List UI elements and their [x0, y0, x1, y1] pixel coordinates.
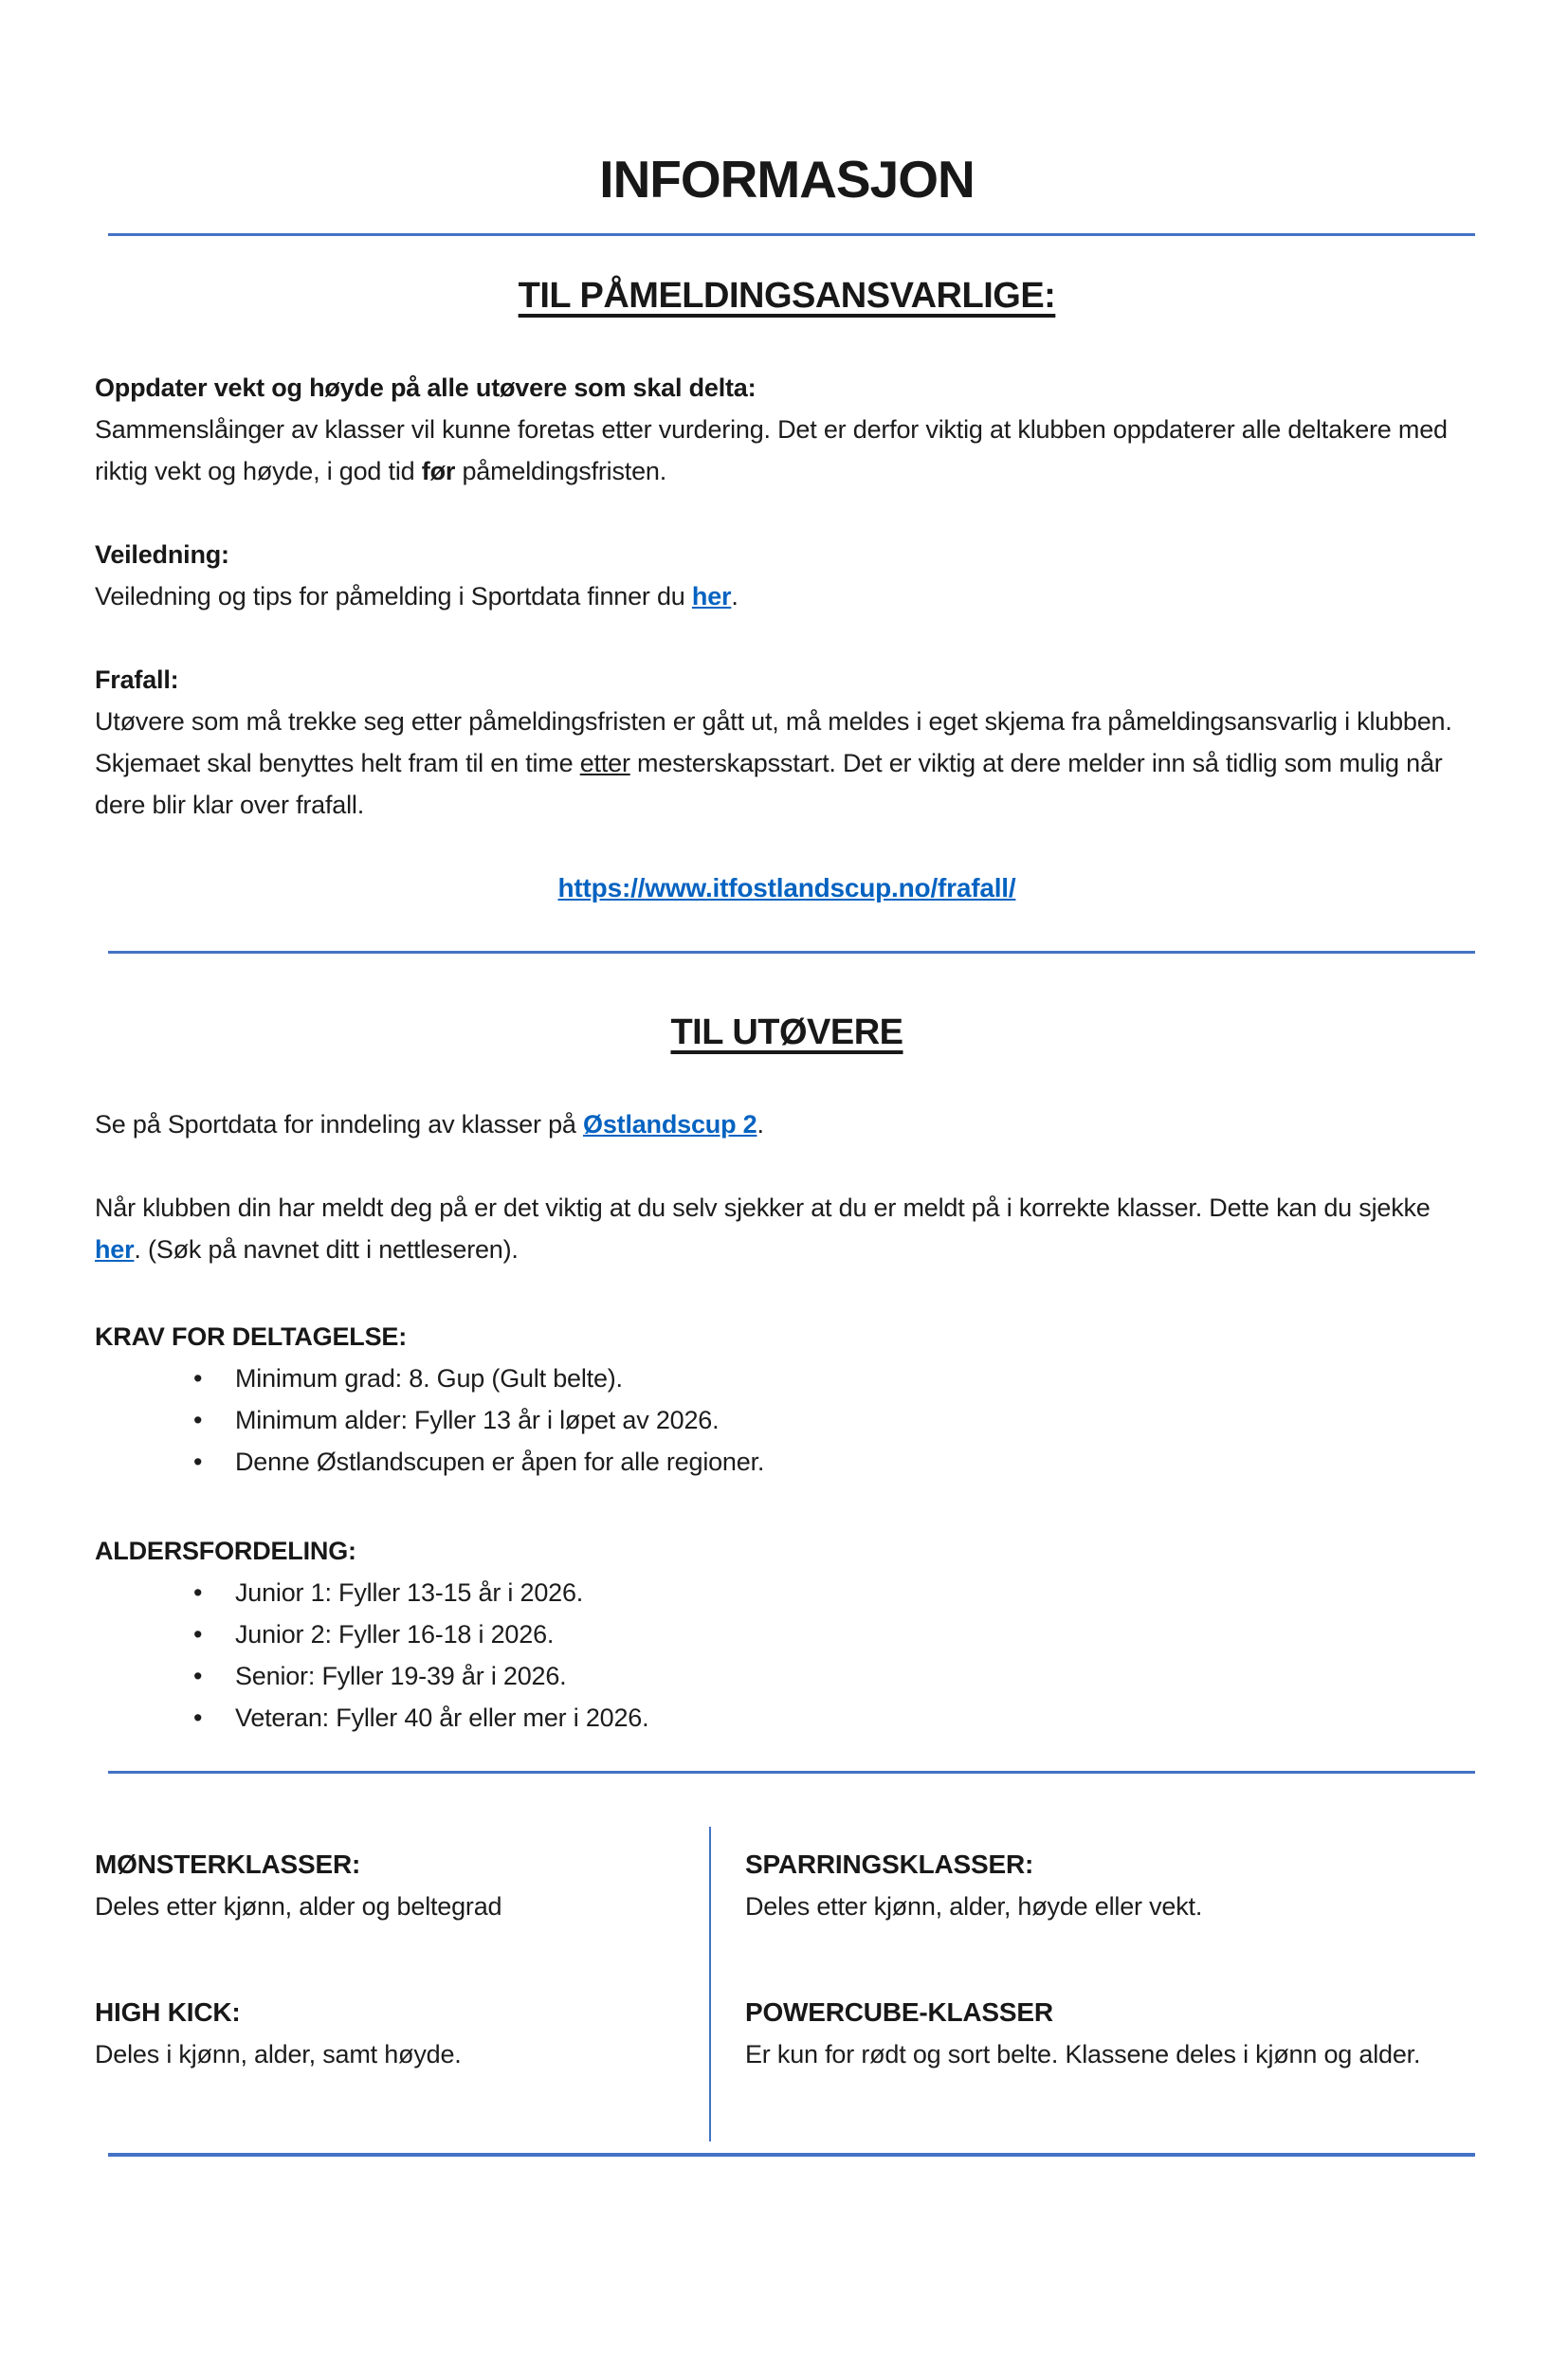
athletes-check-para	[95, 1187, 1479, 1270]
document-page	[0, 152, 1568, 2157]
powercube-classes-heading: POWERCUBE-KLASSER	[745, 1997, 1053, 2027]
monster-classes-block	[95, 1844, 709, 1927]
class-column-right	[711, 1806, 1479, 2153]
class-column-left	[95, 1806, 709, 2153]
page-title: INFORMASJON	[599, 150, 975, 209]
list-item: • Senior: Fyller 19-39 år i 2026.	[95, 1655, 1479, 1697]
update-weight-height-block	[95, 367, 1479, 492]
update-block-text-after: påmeldingsfristen.	[455, 457, 667, 485]
sparring-classes-heading: SPARRINGSKLASSER:	[745, 1850, 1034, 1879]
divider-top	[108, 233, 1475, 236]
athletes-intro	[95, 1103, 1479, 1145]
ostlandscup-link[interactable]: Østlandscup 2	[583, 1110, 757, 1139]
guide-block-body	[95, 575, 1479, 617]
list-item: • Denne Østlandscupen er åpen for alle regioner.	[95, 1441, 1479, 1483]
age-groups-list	[95, 1572, 1479, 1739]
monster-classes-text: Deles etter kjønn, alder og beltegrad	[95, 1892, 502, 1921]
list-item: • Junior 2: Fyller 16-18 i 2026.	[95, 1613, 1479, 1655]
withdrawal-url-line	[95, 867, 1479, 909]
age-groups-heading: ALDERSFORDELING:	[95, 1537, 356, 1565]
section-heading-athletes	[95, 1009, 1479, 1056]
withdrawal-para2-before: Skjemaet skal benyttes helt fram til en time	[95, 749, 580, 777]
withdrawal-para1: Utøvere som må trekke seg etter påmeldingsfristen er gått ut, må meldes i eget skjema fra påmeldingsansvarlig i klubben.	[95, 707, 1452, 736]
requirements-heading: KRAV FOR DELTAGELSE:	[95, 1322, 407, 1351]
section-heading-athletes-text: TIL UTØVERE	[670, 1012, 903, 1052]
guide-text-after-link: .	[731, 582, 738, 610]
list-item: • Veteran: Fyller 40 år eller mer i 2026.	[95, 1697, 1479, 1739]
withdrawal-block	[95, 659, 1479, 826]
guide-block-heading: Veiledning:	[95, 540, 229, 569]
withdrawal-url-link[interactable]: https://www.itfostlandscup.no/frafall/	[557, 873, 1016, 902]
monster-classes-heading: MØNSTERKLASSER:	[95, 1850, 361, 1879]
divider-middle	[108, 951, 1475, 954]
section-heading-registrars-text: TIL PÅMELDINGSANSVARLIGE:	[518, 276, 1056, 316]
guide-text-before-link: Veiledning og tips for påmelding i Sportdata finner du	[95, 582, 692, 610]
check-her-link[interactable]: her	[95, 1235, 135, 1264]
high-kick-heading: HIGH KICK:	[95, 1997, 241, 2027]
high-kick-text: Deles i kjønn, alder, samt høyde.	[95, 2040, 462, 2068]
divider-classes-top	[108, 1771, 1475, 1774]
sparring-classes-block	[745, 1844, 1479, 1927]
withdrawal-para2-underlined-word: etter	[579, 749, 630, 777]
requirements-list	[95, 1358, 1479, 1483]
update-block-bold-word: før	[421, 457, 456, 485]
athletes-check-before-link: Når klubben din har meldt deg på er det viktig at du selv sjekker at du er meldt på i korrekte klasser. Dette kan du sjekke	[95, 1194, 1431, 1222]
high-kick-block	[95, 1992, 709, 2075]
divider-bottom	[108, 2153, 1475, 2157]
withdrawal-block-heading: Frafall:	[95, 665, 179, 694]
update-block-text-before: Sammenslåinger av klasser vil kunne foretas etter vurdering. Det er derfor viktig at klubben oppdaterer alle deltakere med riktig vekt og høyde, i god tid	[95, 415, 1448, 485]
update-block-body	[95, 409, 1479, 492]
class-columns	[95, 1806, 1479, 2153]
athletes-check-after-link: . (Søk på navnet ditt i nettleseren).	[134, 1235, 519, 1264]
guide-her-link[interactable]: her	[691, 582, 732, 610]
list-item: • Minimum alder: Fyller 13 år i løpet av 2026.	[95, 1399, 1479, 1441]
update-block-heading: Oppdater vekt og høyde på alle utøvere som skal delta:	[95, 374, 757, 402]
age-groups-block	[95, 1530, 1479, 1739]
athletes-intro-after-link: .	[757, 1110, 764, 1139]
guide-block	[95, 534, 1479, 617]
withdrawal-para2	[95, 742, 1479, 826]
withdrawal-para2-after: mesterskapsstart. Det er viktig at dere melder inn så tidlig som mulig når dere blir klar over frafall.	[95, 749, 1443, 819]
list-item: • Minimum grad: 8. Gup (Gult belte).	[95, 1358, 1479, 1399]
powercube-classes-block	[745, 1992, 1479, 2075]
athletes-intro-before-link: Se på Sportdata for inndeling av klasser på	[95, 1110, 584, 1139]
powercube-classes-text: Er kun for rødt og sort belte. Klassene deles i kjønn og alder.	[745, 2040, 1421, 2068]
section-heading-registrars	[95, 272, 1479, 319]
sparring-classes-text: Deles etter kjønn, alder, høyde eller vekt.	[745, 1892, 1203, 1921]
requirements-block	[95, 1316, 1479, 1483]
list-item: • Junior 1: Fyller 13-15 år i 2026.	[95, 1572, 1479, 1613]
